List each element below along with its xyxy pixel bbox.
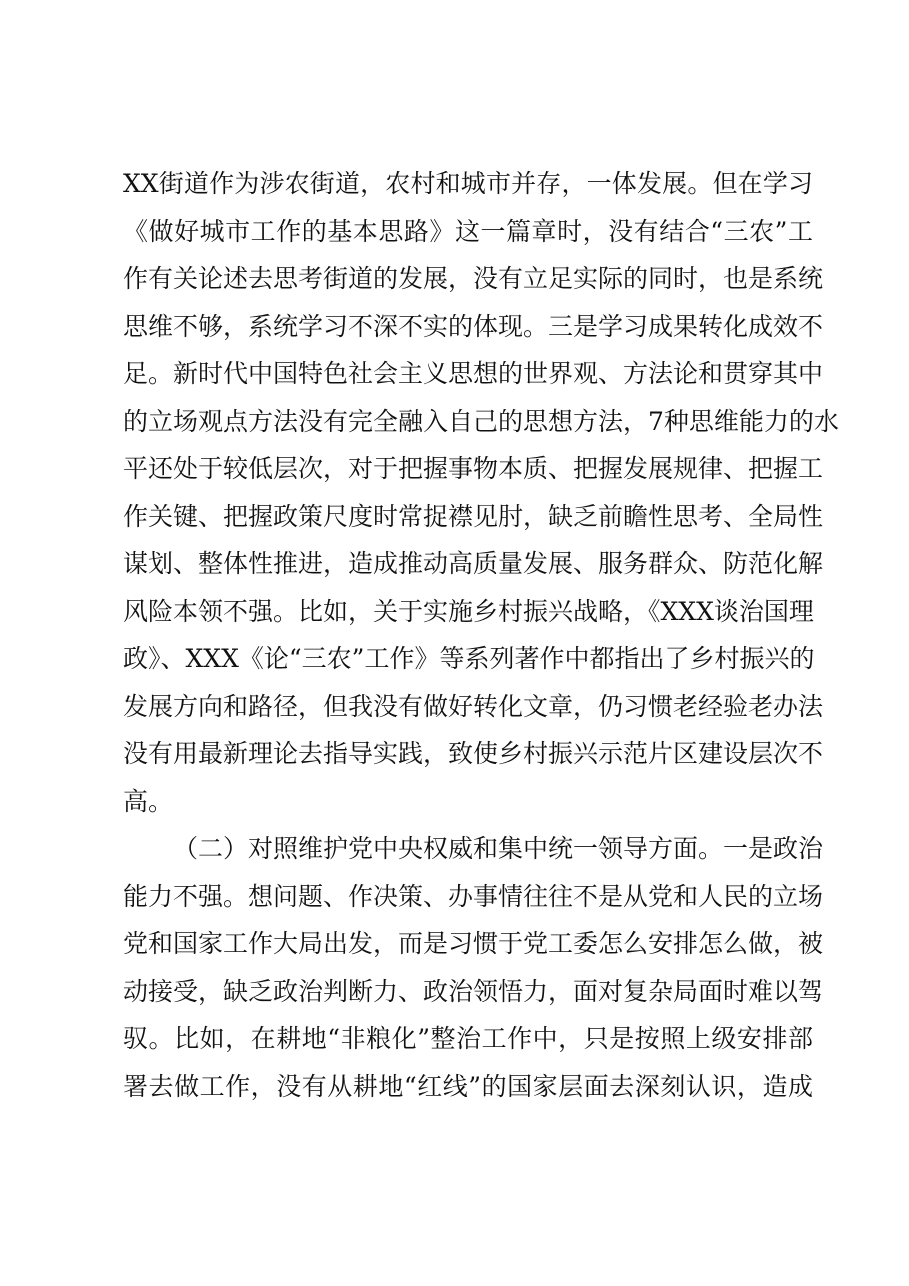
text-line: 署去做工作，没有从耕地“红线”的国家层面去深刻认识，造成 bbox=[123, 1072, 813, 1101]
text-line: 风险本领不强。比如，关于实施乡村振兴战略，《XXX谈治国理 bbox=[123, 597, 814, 626]
text-line: 的立场观点方法没有完全融入自己的思想方法，7种思维能力的水 bbox=[123, 407, 839, 436]
text-line: 驭。比如，在耕地“非粮化”整治工作中，只是按照上级安排部 bbox=[123, 1024, 813, 1053]
text-line: 党和国家工作大局出发，而是习惯于党工委怎么安排怎么做，被 bbox=[123, 929, 824, 958]
text-line: 能力不强。想问题、作决策、办事情往往不是从党和人民的立场 bbox=[123, 882, 824, 911]
text-line: XX街道作为涉农街道，农村和城市并存，一体发展。但在学习 bbox=[123, 169, 813, 198]
text-line: 思维不够，系统学习不深不实的体现。三是学习成果转化成效不 bbox=[123, 312, 824, 341]
text-line: 作关键、把握政策尺度时常捉襟见肘，缺乏前瞻性思考、全局性 bbox=[123, 502, 824, 531]
text-line: 没有用最新理论去指导实践，致使乡村振兴示范片区建设层次不 bbox=[123, 739, 824, 768]
text-line: 高。 bbox=[123, 787, 174, 816]
text-line: 作有关论述去思考街道的发展，没有立足实际的同时，也是系统 bbox=[123, 264, 824, 293]
section-heading-line: （二）对照维护党中央权威和集中统一领导方面。一是政治 bbox=[173, 834, 824, 863]
text-line: 《做好城市工作的基本思路》这一篇章时，没有结合“三农”工 bbox=[123, 217, 813, 246]
text-line: 谋划、整体性推进，造成推动高质量发展、服务群众、防范化解 bbox=[123, 549, 824, 578]
text-line: 足。新时代中国特色社会主义思想的世界观、方法论和贯穿其中 bbox=[123, 359, 824, 388]
text-line: 政》、XXX《论“三农”工作》等系列著作中都指出了乡村振兴的 bbox=[123, 644, 815, 673]
text-line: 动接受，缺乏政治判断力、政治领悟力，面对复杂局面时难以驾 bbox=[123, 977, 824, 1006]
text-line: 发展方向和路径，但我没有做好转化文章，仍习惯老经验老办法 bbox=[123, 692, 824, 721]
text-line: 平还处于较低层次，对于把握事物本质、把握发展规律、把握工 bbox=[123, 454, 824, 483]
